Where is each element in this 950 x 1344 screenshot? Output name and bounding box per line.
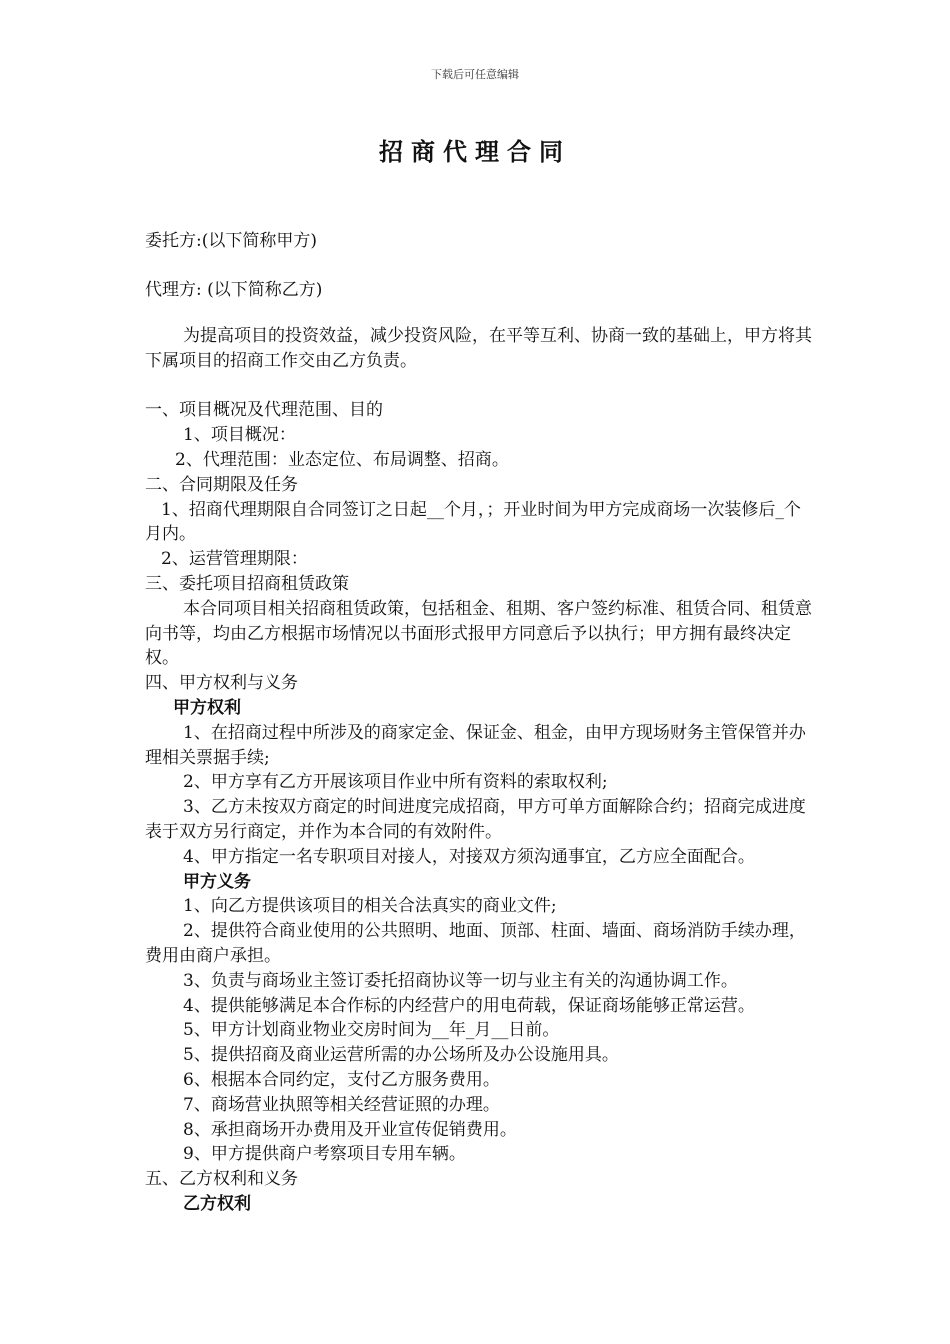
section-1-heading: 一、项目概况及代理范围、目的 [145, 400, 383, 421]
party-a-duties-item: 2、提供符合商业使用的公共照明、地面、顶部、柱面、墙面、商场消防手续办理，费用由商户承担。 [145, 921, 806, 966]
section-1-item-2: 2、代理范围：业态定位、布局调整、招商。 [175, 449, 509, 470]
party-a-duties-item: 4、提供能够满足本合作标的内经营户的用电荷载，保证商场能够正常运营。 [183, 995, 755, 1016]
party-a-rights-item: 2、甲方享有乙方开展该项目作业中所有资料的索取权利; [183, 772, 608, 793]
party-a-duties-item: 7、商场营业执照等相关经营证照的办理。 [183, 1094, 500, 1115]
section-2-item-2: 2、运营管理期限： [161, 549, 308, 570]
section-5-heading: 五、乙方权利和义务 [145, 1169, 298, 1190]
client-party-line: 委托方:(以下简称甲方) [145, 231, 317, 251]
section-2-item-1: 1、招商代理期限自合同签订之日起__个月，；开业时间为甲方完成商场一次装修后_个月内。 [145, 499, 801, 545]
party-a-duties-item: 5、甲方计划商业物业交房时间为__年_月__日前。 [183, 1020, 560, 1041]
party-a-duties-title: 甲方义务 [183, 871, 251, 892]
document-title: 招商代理合同 [379, 138, 571, 166]
party-a-rights-item: 4、甲方指定一名专职项目对接人，对接双方须沟通事宜，乙方应全面配合。 [183, 846, 755, 867]
party-a-duties-item: 5、提供招商及商业运营所需的办公场所及办公设施用具。 [183, 1045, 619, 1066]
header-note: 下载后可任意编辑 [431, 68, 519, 81]
party-a-duties-item: 9、甲方提供商户考察项目专用车辆。 [183, 1144, 466, 1165]
intro-paragraph: 为提高项目的投资效益，减少投资风险，在平等互利、协商一致的基础上，甲方将其下属项目的招商工作交由乙方负责。 [145, 326, 812, 371]
party-a-rights-title: 甲方权利 [173, 697, 241, 718]
section-3-paragraph: 本合同项目相关招商租赁政策，包括租金、租期、客户签约标准、租赁合同、租赁意向书等，均由乙方根据市场情况以书面形式报甲方同意后予以执行；甲方拥有最终决定权。 [145, 598, 812, 669]
party-a-rights-item: 3、乙方未按双方商定的时间进度完成招商，甲方可单方面解除合约；招商完成进度表于双方另行商定，并作为本合同的有效附件。 [145, 797, 806, 842]
party-a-duties-item: 3、负责与商场业主签订委托招商协议等一切与业主有关的沟通协调工作。 [183, 970, 738, 991]
party-b-rights-title: 乙方权利 [183, 1193, 251, 1214]
party-a-rights-item: 1、在招商过程中所涉及的商家定金、保证金、租金，由甲方现场财务主管保管并办理相关票据手续; [145, 722, 806, 768]
section-2-heading: 二、合同期限及任务 [145, 474, 298, 495]
contract-body [145, 324, 817, 1217]
party-a-duties-item: 6、根据本合同约定，支付乙方服务费用。 [183, 1069, 500, 1090]
party-a-duties-item: 1、向乙方提供该项目的相关合法真实的商业文件; [183, 896, 557, 917]
section-1-item-1: 1、项目概况： [183, 425, 296, 446]
party-a-duties-item: 8、承担商场开办费用及开业宣传促销费用。 [183, 1119, 517, 1140]
agent-party-line: 代理方: (以下简称乙方) [145, 280, 323, 300]
section-4-heading: 四、甲方权利与义务 [145, 673, 298, 694]
section-3-heading: 三、委托项目招商租赁政策 [145, 573, 349, 594]
